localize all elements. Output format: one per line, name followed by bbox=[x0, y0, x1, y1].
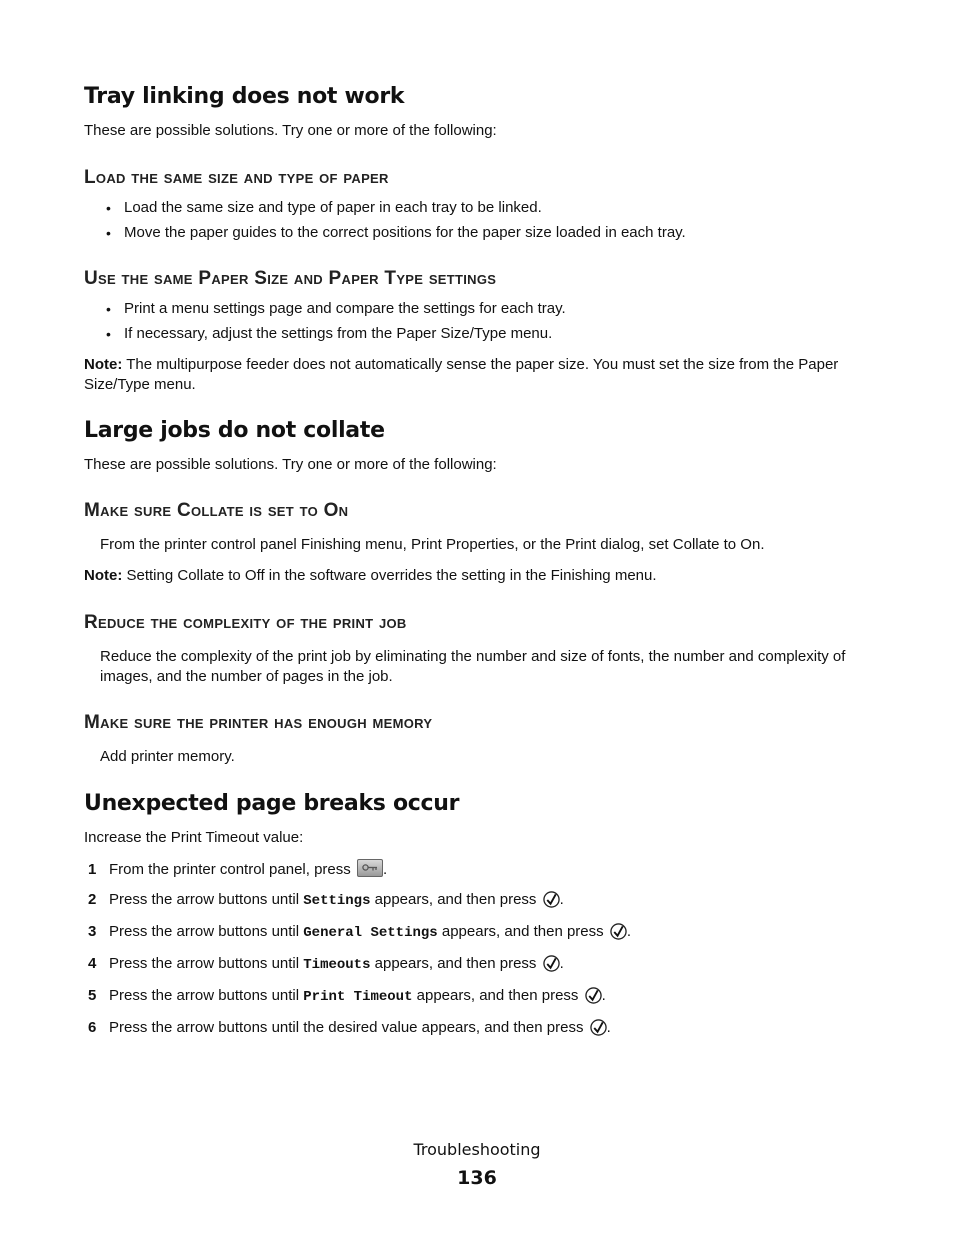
tray-intro: These are possible solutions. Try one or more of the following: bbox=[84, 122, 497, 139]
footer-section-label: Troubleshooting bbox=[413, 1140, 541, 1159]
select-check-icon bbox=[543, 955, 560, 972]
bullet-icon: • bbox=[106, 326, 111, 342]
select-check-icon bbox=[590, 1019, 607, 1036]
note-collate-off: Note: Setting Collate to Off in the software overrides the setting in the Finishing menu. bbox=[84, 567, 657, 584]
select-check-icon bbox=[610, 923, 627, 940]
heading-tray-linking: Tray linking does not work bbox=[84, 84, 405, 109]
subheading-enough-memory: Make sure the printer has enough memory bbox=[84, 712, 433, 733]
step-4: 4 Press the arrow buttons until Timeouts appears, and then press . bbox=[88, 955, 564, 973]
heading-large-jobs: Large jobs do not collate bbox=[84, 418, 385, 443]
step-1: 1 From the printer control panel, press . bbox=[88, 861, 388, 878]
step-3: 3 Press the arrow buttons until General Settings appears, and then press . bbox=[88, 923, 631, 941]
page-number: 136 bbox=[457, 1167, 497, 1189]
reduce-complexity-text: Reduce the complexity of the print job by eliminating the number and size of fonts, the number and complexity of images, and the number of pages in the job. bbox=[100, 648, 846, 685]
bullet-icon: • bbox=[106, 225, 111, 241]
memory-text: Add printer memory. bbox=[100, 748, 235, 765]
subheading-paper-settings: Use the same Paper Size and Paper Type settings bbox=[84, 268, 497, 289]
step-6: 6 Press the arrow buttons until the desired value appears, and then press . bbox=[88, 1019, 611, 1036]
subheading-collate-on: Make sure Collate is set to On bbox=[84, 500, 349, 521]
menu-key-icon bbox=[357, 859, 383, 877]
select-check-icon bbox=[585, 987, 602, 1004]
collate-instruction: From the printer control panel Finishing menu, Print Properties, or the Print dialog, set Collate to On. bbox=[100, 536, 765, 553]
heading-page-breaks: Unexpected page breaks occur bbox=[84, 791, 460, 816]
step-5: 5 Press the arrow buttons until Print Timeout appears, and then press . bbox=[88, 987, 606, 1005]
select-check-icon bbox=[543, 891, 560, 908]
bullet-icon: • bbox=[106, 200, 111, 216]
step-2: 2 Press the arrow buttons until Settings appears, and then press . bbox=[88, 891, 564, 909]
manual-page: Tray linking does not work These are possible solutions. Try one or more of the following: Load the same size and type of paper • Load the same size and type of paper in each tray to be linked. • Move the paper guides to the correct positions for the paper size loaded in each tray. Use the same Paper Size and Paper Type settings • Print a menu settings page and compare the settings for each tray. • If necessary, adjust the settings from the Paper Size/Type menu. Note: The multipurpose feeder does not automatically sense the paper size. You must set the size from the Paper Size/Type menu. Large jobs do not collate These are possible solutions. Try one or more of the following: Make sure Collate is set to On From the printer control panel Finishing menu, Print Properties, or the Print dialog, set Collate to On. Note: Setting Collate to Off in the software overrides the setting in the Finishing menu. Reduce the complexity of the print job Reduce the complexity of the print job by eliminating the number and size of fonts, the number and complexity of images, and the number of pages in the job. Make sure the printer has enough memory Add printer memory. Unexpected page breaks occur Increase the Print Timeout value: 1 From the printer control panel, press . 2 Press the arrow buttons until Settings appears, and then press . 3 Press the arrow buttons until General Settings appears, and then press . 4 Press the arrow buttons until Timeouts appears, and then press . 5 Press the arrow buttons until Print Timeout appears, and then press . 6 Press the arrow buttons until the desired value appears, and then press . Troubleshooting 136 bbox=[0, 0, 954, 1235]
breaks-intro: Increase the Print Timeout value: bbox=[84, 829, 304, 846]
note-multipurpose-feeder: Note: The multipurpose feeder does not automatically sense the paper size. You must set the size from the Paper Size/Type menu. bbox=[84, 356, 839, 393]
bullet-icon: • bbox=[106, 301, 111, 317]
subheading-reduce-complexity: Reduce the complexity of the print job bbox=[84, 612, 407, 633]
subheading-load-paper: Load the same size and type of paper bbox=[84, 167, 389, 188]
collate-intro: These are possible solutions. Try one or more of the following: bbox=[84, 456, 497, 473]
